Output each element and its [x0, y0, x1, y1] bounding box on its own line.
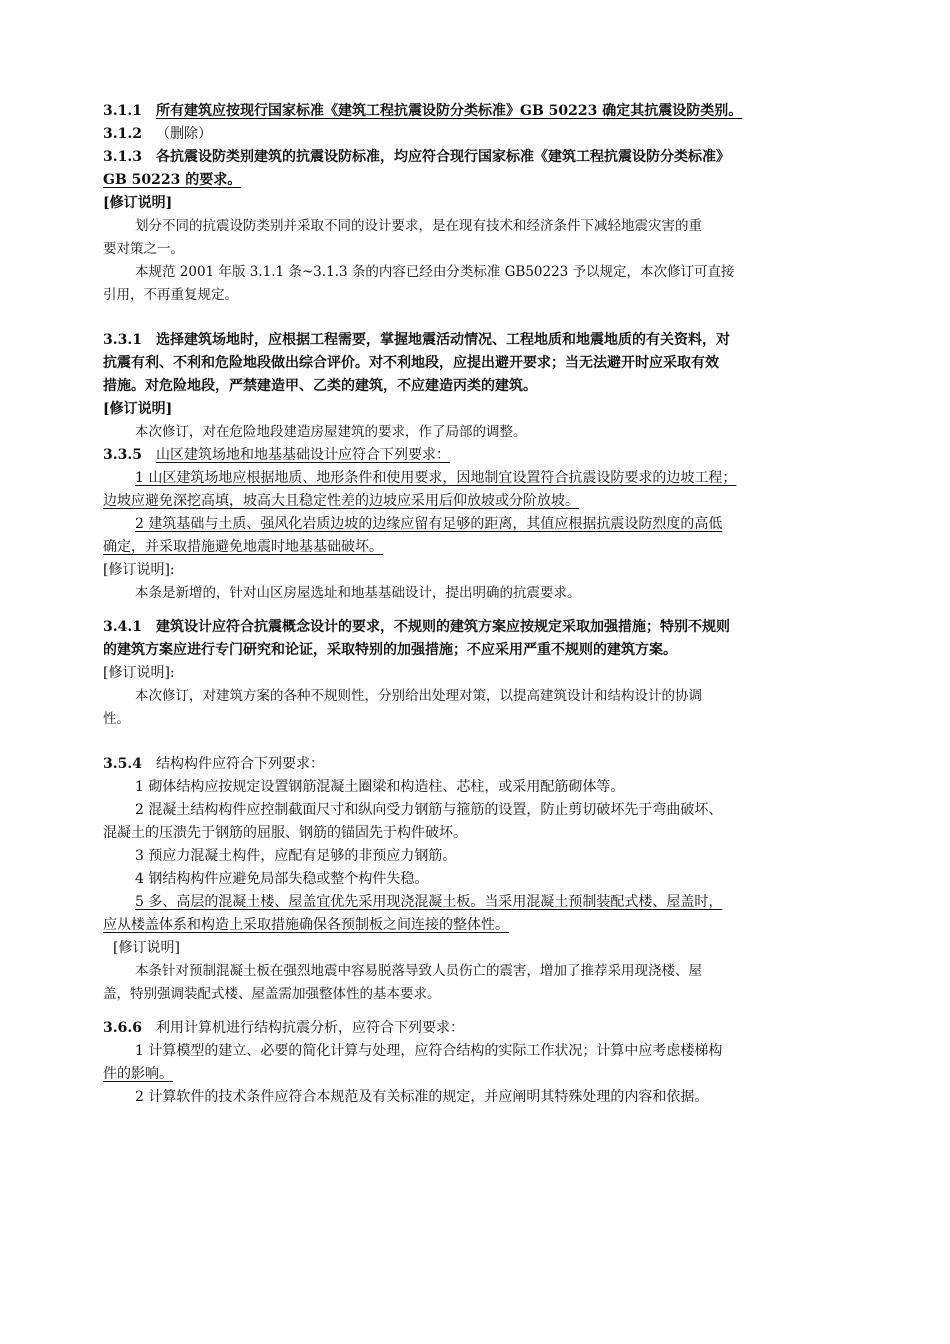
note-text: 引用，不再重复规定。 [103, 287, 238, 303]
clause-text: 山区建筑场地和地基基础设计应符合下列要求： [155, 447, 450, 463]
list-item: 5 多、高层的混凝土楼、屋盖宜优先采用现浇混凝土板。当采用混凝土预制装配式楼、屋盖时， [135, 894, 723, 910]
list-item-cont: 边坡应避免深挖高填，坡高大且稳定性差的边坡应采用后仰放坡或分阶放坡。 [103, 493, 579, 509]
list-item: 3 预应力混凝土构件，应配有足够的非预应力钢筋。 [135, 848, 457, 864]
clause-text: 各抗震设防类别建筑的抗震设防标准，均应符合现行国家标准《建筑工程抗震设防分类标准》 [155, 149, 730, 165]
clause-3-1-1 [103, 100, 839, 123]
clause-number: 3.1.3 [103, 149, 142, 165]
list-item-cont: 确定，并采取措施避免地震时地基基础破坏。 [103, 539, 383, 555]
list-item: 2 混凝土结构构件应控制截面尺寸和纵向受力钢筋与箍筋的设置，防止剪切破坏先于弯曲破坏、 [135, 802, 723, 818]
list-item-cont: 件的影响。 [103, 1066, 173, 1082]
clause-text: 选择建筑场地时，应根据工程需要，掌握地震活动情况、工程地质和地震地质的有关资料，对 [155, 332, 730, 348]
clause-number: 3.3.1 [103, 332, 142, 348]
clause-number: 3.5.4 [103, 756, 142, 772]
clause-3-3-1 [103, 329, 839, 352]
list-item: 2 计算软件的技术条件应符合本规范及有关标准的规定，并应阐明其特殊处理的内容和依据。 [135, 1089, 709, 1105]
note-text: 性。 [103, 711, 130, 727]
clause-number: 3.3.5 [103, 447, 142, 463]
note-text: 本次修订，对在危险地段建造房屋建筑的要求，作了局部的调整。 [135, 424, 527, 440]
document-page [103, 100, 839, 1109]
note-text: 本规范 2001 年版 3.1.1 条~3.1.3 条的内容已经由分类标准 GB50223 予以规定，本次修订可直接 [135, 264, 735, 280]
note-text: 划分不同的抗震设防类别并采取不同的设计要求，是在现有技术和经济条件下减轻地震灾害的重 [135, 218, 702, 234]
revision-note-label: [修订说明]: [103, 562, 175, 578]
list-item: 1 计算模型的建立、必要的简化计算与处理，应符合结构的实际工作状况；计算中应考虑楼梯构 [135, 1043, 723, 1059]
clause-3-6-6 [103, 1017, 839, 1040]
list-item: 1 砌体结构应按规定设置钢筋混凝土圈梁和构造柱、芯柱，或采用配筋砌体等。 [135, 779, 625, 795]
note-text: 盖，特别强调装配式楼、屋盖需加强整体性的基本要求。 [103, 986, 441, 1002]
clause-number: 3.1.2 [103, 126, 142, 142]
clause-text: 结构构件应符合下列要求： [155, 756, 324, 772]
clause-3-4-1 [103, 616, 839, 639]
list-item: 1 山区建筑场地应根据地质、地形条件和使用要求，因地制宜设置符合抗震设防要求的边坡工程； [135, 470, 737, 486]
note-text: 本条是新增的，针对山区房屋选址和地基基础设计，提出明确的抗震要求。 [135, 585, 581, 601]
list-item: 4 钢结构构件应避免局部失稳或整个构件失稳。 [135, 871, 429, 887]
clause-3-5-4 [103, 753, 839, 776]
clause-number: 3.1.1 [103, 103, 142, 119]
clause-text: （删除） [155, 126, 212, 142]
revision-note-label: [修订说明] [103, 401, 173, 417]
revision-note-label: [修订说明] [103, 195, 173, 211]
clause-text: GB 50223 的要求。 [103, 172, 242, 188]
note-text: 本次修订，对建筑方案的各种不规则性，分别给出处理对策，以提高建筑设计和结构设计的协调 [135, 688, 702, 704]
revision-note-label: [修订说明] [113, 940, 180, 956]
clause-number: 3.6.6 [103, 1020, 142, 1036]
note-text: 要对策之一。 [103, 241, 184, 257]
clause-3-1-3 [103, 146, 839, 169]
list-item-cont: 混凝土的压溃先于钢筋的屈服、钢筋的锚固先于构件破坏。 [103, 825, 467, 841]
list-item-cont: 应从楼盖体系和构造上采取措施确保各预制板之间连接的整体性。 [103, 917, 509, 933]
clause-text: 措施。对危险地段，严禁建造甲、乙类的建筑，不应建造丙类的建筑。 [103, 378, 537, 394]
list-item: 2 建筑基础与土质、强风化岩质边坡的边缘应留有足够的距离，其值应根据抗震设防烈度的高低 [135, 516, 723, 532]
clause-3-1-2 [103, 123, 839, 146]
note-text: 本条针对预制混凝土板在强烈地震中容易脱落导致人员伤亡的震害，增加了推荐采用现浇楼、屋 [135, 963, 702, 979]
clause-text: 所有建筑应按现行国家标准《建筑工程抗震设防分类标准》GB 50223 确定其抗震设防类别。 [155, 103, 743, 119]
clause-text: 建筑设计应符合抗震概念设计的要求，不规则的建筑方案应按规定采取加强措施；特别不规则 [155, 619, 730, 635]
clause-3-3-5 [103, 444, 839, 467]
clause-text: 抗震有利、不利和危险地段做出综合评价。对不利地段，应提出避开要求；当无法避开时应采取有效 [103, 355, 719, 371]
clause-3-1-3-cont [103, 169, 839, 192]
clause-number: 3.4.1 [103, 619, 142, 635]
clause-text: 利用计算机进行结构抗震分析，应符合下列要求： [155, 1020, 464, 1036]
revision-note-label: [修订说明]: [103, 665, 175, 681]
clause-text: 的建筑方案应进行专门研究和论证，采取特别的加强措施；不应采用严重不规则的建筑方案。 [103, 642, 677, 658]
